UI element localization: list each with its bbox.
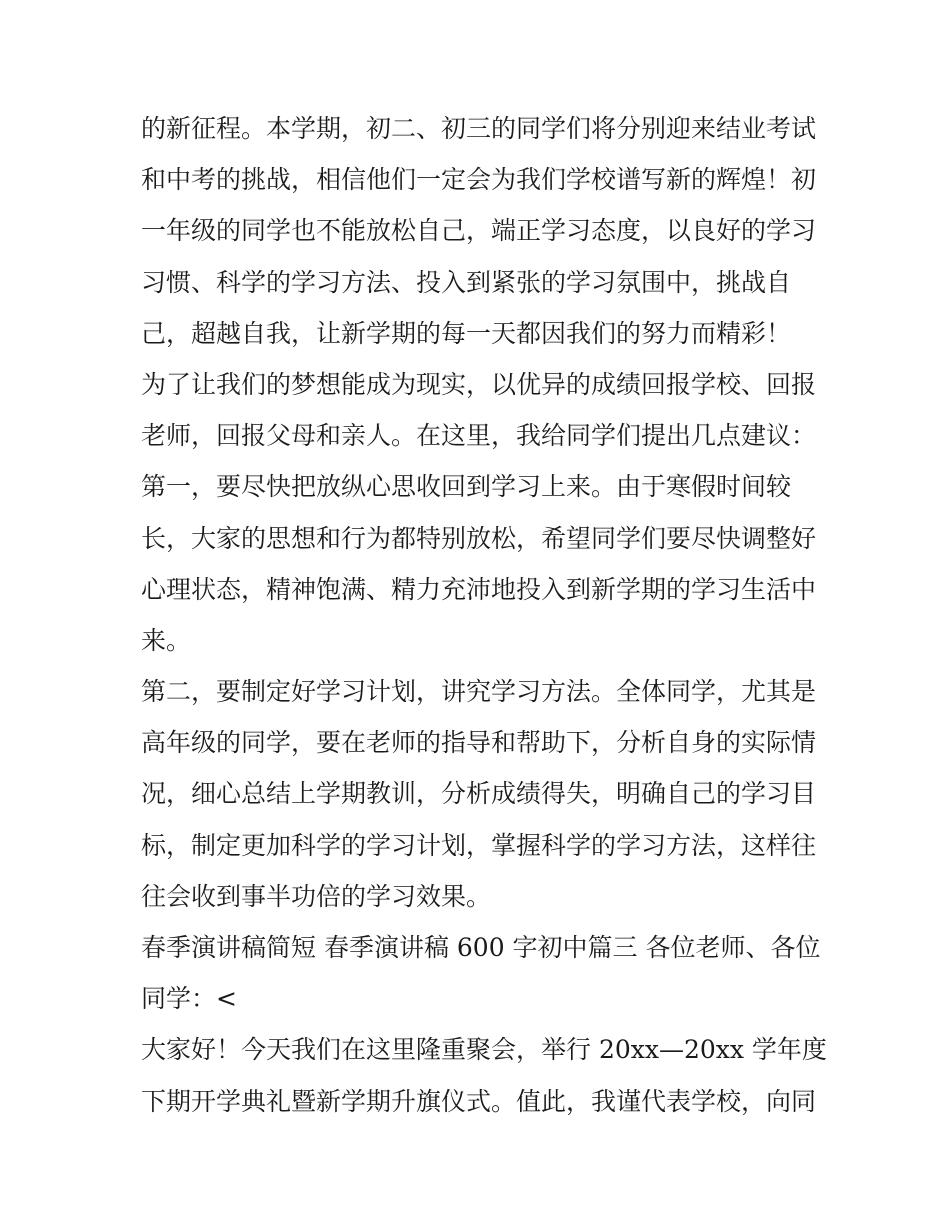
text-line: 和中考的挑战，相信他们一定会为我们学校谱写新的辉煌！初 — [141, 165, 817, 195]
text-line: 老师，回报父母和亲人。在这里，我给同学们提出几点建议： — [141, 421, 817, 451]
text-line: 长，大家的思想和行为都特别放松，希望同学们要尽快调整好 — [141, 523, 817, 553]
text-line: 大家好！今天我们在这里隆重聚会，举行 20xx—20xx 学年度 — [141, 1035, 827, 1065]
text-line: 高年级的同学，要在老师的指导和帮助下，分析自身的实际情 — [141, 728, 817, 758]
text-line: 习惯、科学的学习方法、投入到紧张的学习氛围中，挑战自 — [141, 267, 792, 297]
document-body — [141, 103, 827, 1127]
text-line: 下期开学典礼暨新学期升旗仪式。值此，我谨代表学校，向同 — [141, 1086, 817, 1116]
text-line: 的新征程。本学期，初二、初三的同学们将分别迎来结业考试 — [141, 114, 817, 143]
text-line: 一年级的同学也不能放松自己，端正学习态度，以良好的学习 — [141, 216, 817, 246]
text-line: 第二，要制定好学习计划，讲究学习方法。全体同学，尤其是 — [141, 677, 817, 707]
text-line: 况，细心总结上学期教训，分析成绩得失，明确自己的学习目 — [141, 779, 817, 809]
text-line: 为了让我们的梦想能成为现实，以优异的成绩回报学校、回报 — [141, 369, 817, 399]
text-line: 同学：< — [141, 984, 237, 1014]
text-line: 心理状态，精神饱满、精力充沛地投入到新学期的学习生活中 — [141, 574, 817, 604]
text-line: 第一，要尽快把放纵心思收回到学习上来。由于寒假时间较 — [141, 472, 792, 502]
text-line: 标，制定更加科学的学习计划，掌握科学的学习方法，这样往 — [141, 830, 817, 860]
text-line: 己，超越自我，让新学期的每一天都因我们的努力而精彩！ — [141, 318, 792, 348]
text-line: 往会收到事半功倍的学习效果。 — [141, 881, 492, 911]
text-line: 春季演讲稿简短 春季演讲稿 600 字初中篇三 各位老师、各位 — [141, 933, 821, 962]
text-line: 来。 — [141, 625, 192, 655]
